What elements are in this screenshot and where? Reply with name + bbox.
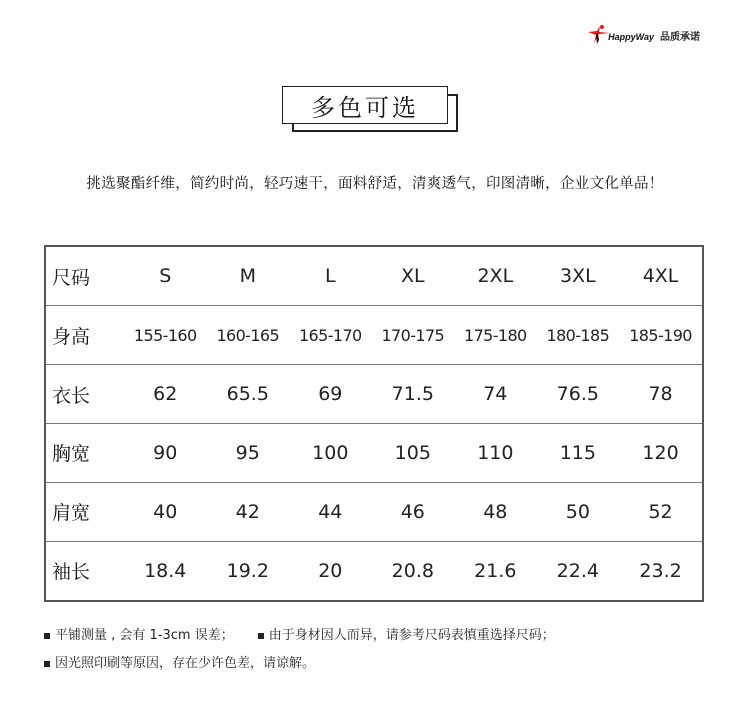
row-label: 肩宽 — [45, 482, 124, 541]
table-row-height — [45, 306, 703, 365]
table-cell: 44 — [289, 482, 372, 541]
table-cell: 180-185 — [537, 306, 620, 365]
table-cell: 105 — [372, 423, 455, 482]
table-cell: 23.2 — [619, 541, 703, 601]
table-cell: 110 — [454, 423, 537, 482]
brand-tagline: 品质承诺 — [660, 31, 700, 43]
bullet-icon — [44, 633, 50, 639]
table-cell: 21.6 — [454, 541, 537, 601]
row-label: 衣长 — [45, 365, 124, 424]
table-row-chest — [45, 423, 703, 482]
table-cell: 20.8 — [372, 541, 455, 601]
page-title: 多色可选 — [311, 93, 419, 122]
table-cell: 120 — [619, 423, 703, 482]
note-item — [44, 622, 234, 650]
note-text: 平铺测量 , 会有 1-3cm 误差； — [55, 628, 234, 643]
note-item — [258, 622, 555, 650]
table-row-shoulder — [45, 482, 703, 541]
size-cell: XL — [401, 265, 425, 288]
size-cell: M — [239, 265, 256, 288]
table-row-length — [45, 365, 703, 424]
table-cell: 160-165 — [207, 306, 290, 365]
table-cell: 20 — [289, 541, 372, 601]
table-cell: 155-160 — [124, 306, 207, 365]
note-text: 由于身材因人而异，请参考尺码表慎重选择尺码； — [268, 628, 555, 643]
table-cell: 52 — [619, 482, 703, 541]
note-item — [44, 650, 315, 678]
table-cell: 42 — [207, 482, 290, 541]
size-cell: 3XL — [559, 265, 596, 288]
table-cell: 100 — [289, 423, 372, 482]
notes — [44, 622, 555, 678]
table-cell: 69 — [289, 365, 372, 424]
table-cell: 115 — [537, 423, 620, 482]
table-cell: 165-170 — [289, 306, 372, 365]
bullet-icon — [44, 661, 50, 667]
table-cell: 185-190 — [619, 306, 703, 365]
size-table — [44, 245, 704, 602]
table-cell: 78 — [619, 365, 703, 424]
brand-name: HappyWay — [608, 32, 654, 42]
size-cell: S — [159, 265, 172, 288]
table-cell: 95 — [207, 423, 290, 482]
table-cell: 22.4 — [537, 541, 620, 601]
notes-line-2 — [44, 650, 555, 678]
row-label: 胸宽 — [45, 423, 124, 482]
table-cell: 170-175 — [372, 306, 455, 365]
note-text: 因光照印刷等原因，存在少许色差，请谅解。 — [55, 656, 316, 671]
table-cell: 46 — [372, 482, 455, 541]
brand — [586, 24, 710, 44]
size-cell: 2XL — [477, 265, 514, 288]
table-cell: 48 — [454, 482, 537, 541]
size-header-row — [45, 246, 703, 306]
table-row-sleeve — [45, 541, 703, 601]
table-cell: 50 — [537, 482, 620, 541]
bullet-icon — [258, 633, 264, 639]
table-cell: 19.2 — [207, 541, 290, 601]
section-title — [282, 86, 460, 136]
size-header-label: 尺码 — [52, 266, 91, 289]
table-cell: 18.4 — [124, 541, 207, 601]
size-cell: 4XL — [642, 265, 679, 288]
notes-line-1 — [44, 622, 555, 650]
row-label: 身高 — [45, 306, 124, 365]
table-cell: 175-180 — [454, 306, 537, 365]
table-cell: 71.5 — [372, 365, 455, 424]
table-cell: 74 — [454, 365, 537, 424]
table-cell: 65.5 — [207, 365, 290, 424]
product-description: 挑选聚酯纤维，简约时尚，轻巧速干，面料舒适，清爽透气，印图清晰，企业文化单品！ — [86, 176, 664, 192]
table-cell: 90 — [124, 423, 207, 482]
table-cell: 62 — [124, 365, 207, 424]
table-cell: 40 — [124, 482, 207, 541]
table-cell: 76.5 — [537, 365, 620, 424]
size-cell: L — [324, 265, 336, 288]
row-label: 袖长 — [45, 541, 124, 601]
